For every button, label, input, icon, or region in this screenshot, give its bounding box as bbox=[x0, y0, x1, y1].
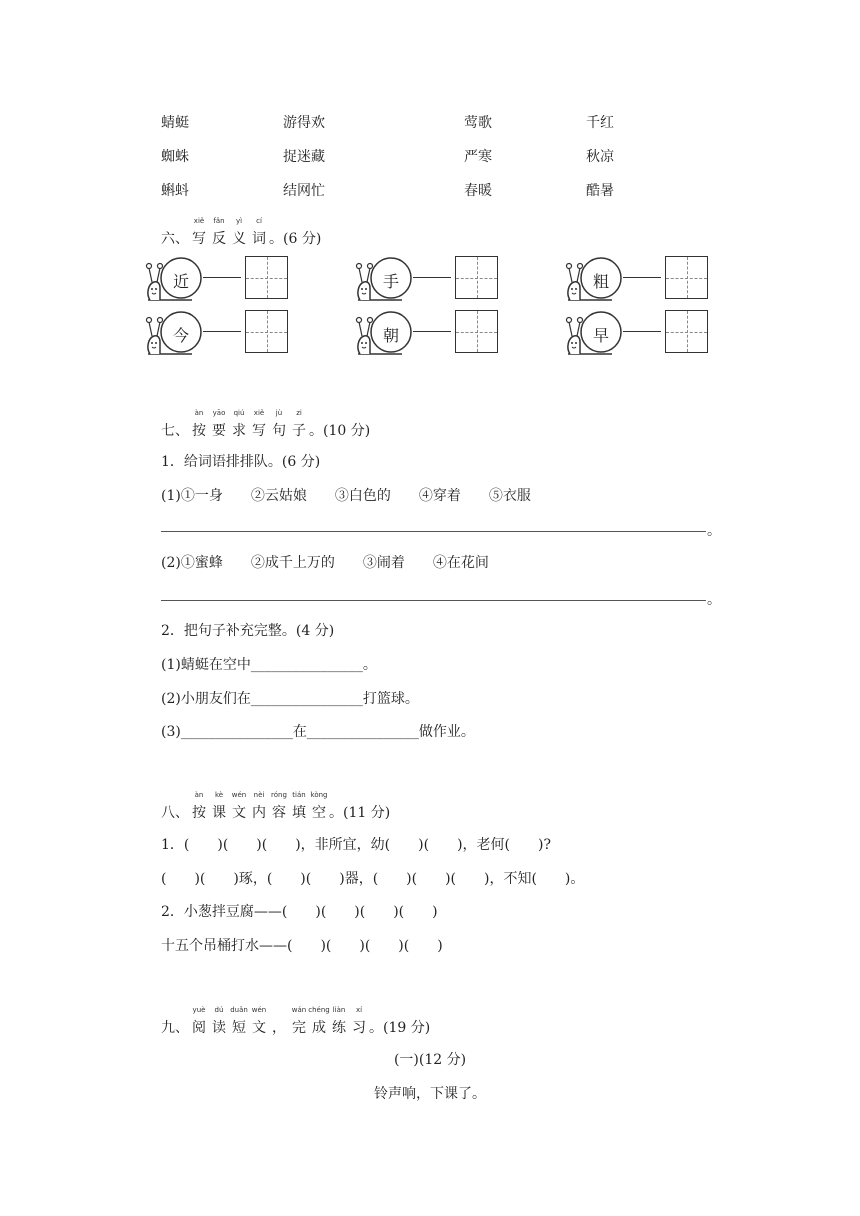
ruby-char bbox=[252, 409, 266, 440]
pinyin: zi bbox=[296, 409, 302, 417]
snail-char: 手 bbox=[382, 272, 399, 291]
ruby-char bbox=[292, 409, 306, 440]
ruby-char bbox=[232, 217, 246, 248]
word: 春暖 bbox=[464, 183, 492, 199]
section8-heading bbox=[161, 791, 391, 822]
word: 千红 bbox=[586, 115, 614, 131]
answer-line[interactable] bbox=[161, 531, 706, 532]
word: 秋凉 bbox=[586, 149, 614, 165]
pinyin: duǎn bbox=[230, 1006, 248, 1014]
ruby-char bbox=[192, 217, 206, 248]
question-item: (1)①一身 ②云姑娘 ③白色的 ④穿着 ⑤衣服 bbox=[161, 488, 531, 504]
section-score: 。(19 分) bbox=[369, 1020, 431, 1036]
hanzi: 按 bbox=[192, 423, 206, 439]
pinyin: àn bbox=[194, 409, 204, 417]
tian-box[interactable] bbox=[665, 310, 708, 353]
snail-char: 今 bbox=[172, 326, 189, 345]
ruby-char bbox=[291, 1006, 307, 1037]
fill-line[interactable]: 2．小葱拌豆腐——( )( )( )( ) bbox=[161, 904, 438, 920]
hanzi: 写 bbox=[252, 423, 266, 439]
pinyin: dú bbox=[214, 1006, 224, 1014]
pinyin: qiú bbox=[233, 409, 245, 417]
hanzi: 容 bbox=[272, 805, 286, 821]
ruby-char bbox=[332, 1006, 346, 1037]
snail-char: 粗 bbox=[592, 272, 609, 291]
pinyin: xiě bbox=[193, 217, 205, 225]
pinyin: xí bbox=[355, 1006, 363, 1014]
ruby-char bbox=[271, 791, 287, 822]
hanzi: 课 bbox=[212, 805, 226, 821]
pinyin: wén bbox=[251, 1006, 267, 1014]
dash-line bbox=[203, 331, 241, 332]
ruby-char bbox=[231, 791, 247, 822]
ruby-char bbox=[212, 1006, 226, 1037]
hanzi: 文 bbox=[252, 1020, 266, 1036]
word: 蝌蚪 bbox=[161, 183, 189, 199]
ruby-char bbox=[212, 409, 226, 440]
dash-line bbox=[413, 277, 451, 278]
dash-line bbox=[203, 277, 241, 278]
hanzi: 读 bbox=[212, 1020, 226, 1036]
question: 2．把句子补充完整。(4 分) bbox=[161, 623, 335, 639]
question: 1．给词语排排队。(6 分) bbox=[161, 454, 321, 470]
snail-char: 朝 bbox=[382, 326, 399, 345]
question-item: (2)①蜜蜂 ②成千上万的 ③闹着 ④在花间 bbox=[161, 555, 489, 571]
ruby-char bbox=[310, 791, 328, 822]
word: 严寒 bbox=[464, 149, 492, 165]
word: 蜻蜓 bbox=[161, 115, 189, 131]
section-score: 。(11 分) bbox=[329, 805, 391, 821]
tian-box[interactable] bbox=[455, 256, 498, 299]
hanzi: 练 bbox=[332, 1020, 346, 1036]
tian-box[interactable] bbox=[665, 256, 708, 299]
fill-sentence[interactable]: (3)________________在________________做作业。 bbox=[161, 724, 475, 740]
word: 莺歌 bbox=[464, 115, 492, 131]
pinyin: tián bbox=[292, 791, 306, 799]
ruby-char bbox=[192, 409, 206, 440]
section6-heading bbox=[161, 217, 322, 248]
section-score: 。(10 分) bbox=[309, 423, 371, 439]
reading-subtitle: (一)(12 分) bbox=[393, 1052, 467, 1068]
snail-char: 早 bbox=[592, 326, 609, 345]
ruby-char bbox=[252, 217, 266, 248]
period: 。 bbox=[707, 592, 721, 608]
fill-line[interactable]: 十五个吊桶打水——( )( )( )( ) bbox=[161, 938, 443, 954]
pinyin: yì bbox=[235, 217, 243, 225]
reading-text: 铃声响，下课了。 bbox=[374, 1086, 486, 1102]
section-score: 。(6 分) bbox=[269, 231, 322, 247]
hanzi: ， bbox=[272, 1020, 286, 1036]
word: 蜘蛛 bbox=[161, 149, 189, 165]
tian-box[interactable] bbox=[245, 256, 288, 299]
hanzi: 词 bbox=[252, 231, 266, 247]
section-prefix: 七、 bbox=[161, 423, 189, 439]
pinyin: chéng bbox=[308, 1006, 330, 1014]
section7-heading bbox=[161, 409, 371, 440]
hanzi: 阅 bbox=[192, 1020, 206, 1036]
dash-line bbox=[623, 331, 661, 332]
hanzi: 写 bbox=[192, 231, 206, 247]
pinyin: jù bbox=[275, 409, 283, 417]
ruby-char bbox=[292, 791, 306, 822]
hanzi: 要 bbox=[212, 423, 226, 439]
pinyin: wén bbox=[231, 791, 247, 799]
ruby-char bbox=[251, 1006, 267, 1037]
period: 。 bbox=[707, 523, 721, 539]
pinyin: yāo bbox=[212, 409, 226, 417]
fill-sentence[interactable]: (2)小朋友们在________________打篮球。 bbox=[161, 691, 419, 707]
ruby-char bbox=[232, 409, 246, 440]
hanzi: 短 bbox=[232, 1020, 246, 1036]
pinyin: xiě bbox=[253, 409, 265, 417]
word: 游得欢 bbox=[283, 115, 325, 131]
pinyin: kòng bbox=[310, 791, 328, 799]
hanzi: 求 bbox=[232, 423, 246, 439]
tian-box[interactable] bbox=[245, 310, 288, 353]
pinyin: yuè bbox=[192, 1006, 206, 1014]
hanzi: 义 bbox=[232, 231, 246, 247]
ruby-char bbox=[230, 1006, 248, 1037]
fill-line[interactable]: ( )( )琢，( )( )器，( )( )( )，不知( )。 bbox=[161, 871, 585, 887]
answer-line[interactable] bbox=[161, 600, 706, 601]
section9-heading bbox=[161, 1006, 431, 1037]
section-prefix: 六、 bbox=[161, 231, 189, 247]
ruby-char bbox=[212, 791, 226, 822]
pinyin: cí bbox=[256, 217, 262, 225]
hanzi: 子 bbox=[292, 423, 306, 439]
fill-line[interactable]: 1．( )( )( )，非所宜，幼( )( )，老何( )? bbox=[161, 837, 551, 853]
section-prefix: 九、 bbox=[161, 1020, 189, 1036]
pinyin: wán bbox=[291, 1006, 307, 1014]
hanzi: 习 bbox=[352, 1020, 366, 1036]
fill-sentence[interactable]: (1)蜻蜓在空中________________。 bbox=[161, 657, 377, 673]
ruby-char bbox=[192, 791, 206, 822]
pinyin: liàn bbox=[332, 1006, 346, 1014]
dash-line bbox=[623, 277, 661, 278]
section-prefix: 八、 bbox=[161, 805, 189, 821]
hanzi: 成 bbox=[312, 1020, 326, 1036]
pinyin: róng bbox=[271, 791, 287, 799]
pinyin: àn bbox=[194, 791, 204, 799]
hanzi: 空 bbox=[312, 805, 326, 821]
tian-box[interactable] bbox=[455, 310, 498, 353]
pinyin: nèi bbox=[253, 791, 265, 799]
ruby-char bbox=[308, 1006, 330, 1037]
hanzi: 反 bbox=[212, 231, 226, 247]
word: 酷暑 bbox=[586, 183, 614, 199]
ruby-char bbox=[272, 409, 286, 440]
ruby-char bbox=[252, 791, 266, 822]
snail-char: 近 bbox=[172, 272, 189, 291]
hanzi: 句 bbox=[272, 423, 286, 439]
ruby-char bbox=[192, 1006, 206, 1037]
hanzi: 填 bbox=[292, 805, 306, 821]
hanzi: 完 bbox=[292, 1020, 306, 1036]
word: 捉迷藏 bbox=[283, 149, 325, 165]
pinyin: kè bbox=[214, 791, 224, 799]
ruby-char bbox=[212, 217, 226, 248]
word: 结网忙 bbox=[283, 183, 325, 199]
ruby-char bbox=[352, 1006, 366, 1037]
hanzi: 按 bbox=[192, 805, 206, 821]
ruby-char bbox=[272, 1017, 286, 1037]
hanzi: 内 bbox=[252, 805, 266, 821]
pinyin: fǎn bbox=[213, 217, 225, 225]
hanzi: 文 bbox=[232, 805, 246, 821]
dash-line bbox=[413, 331, 451, 332]
